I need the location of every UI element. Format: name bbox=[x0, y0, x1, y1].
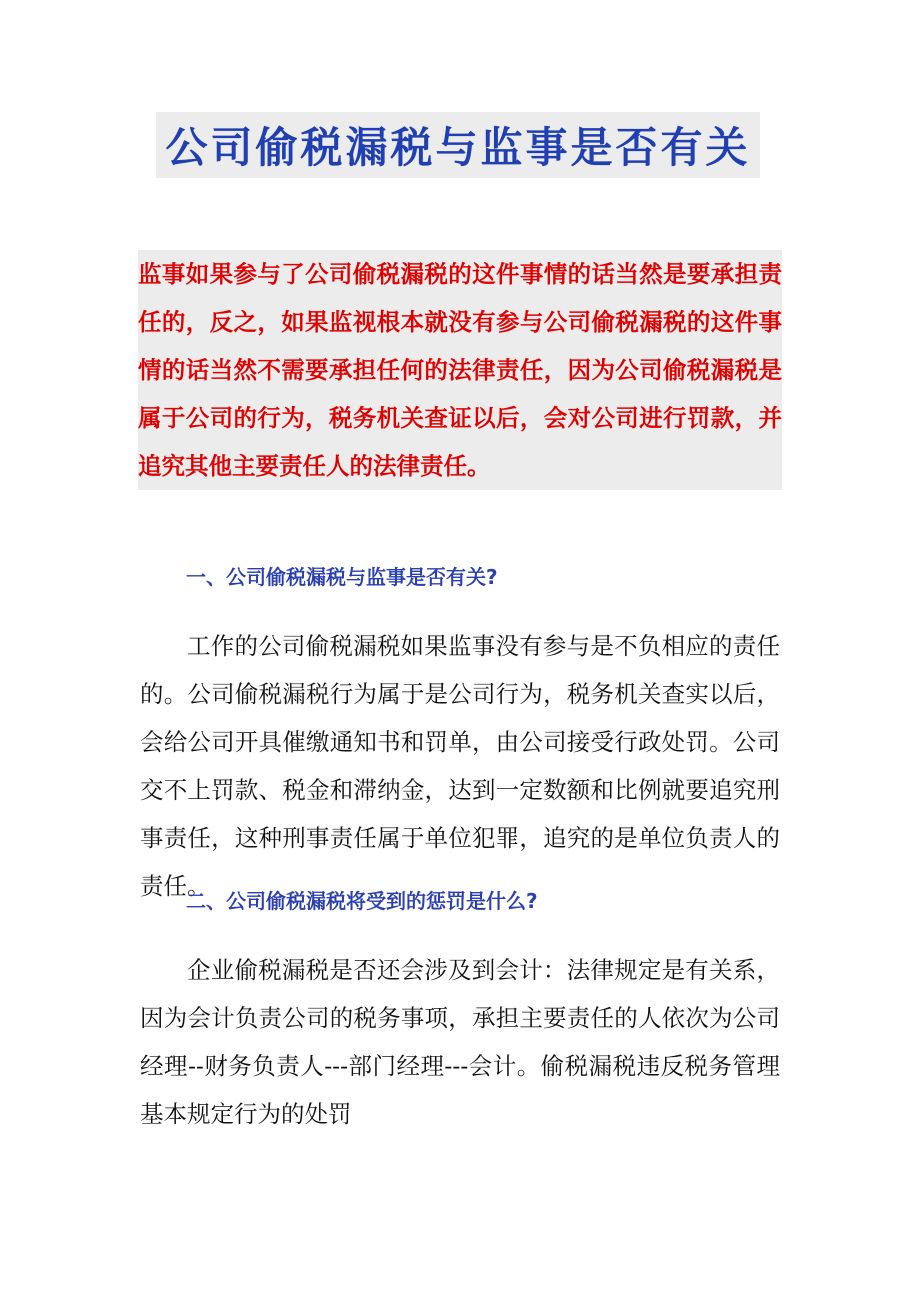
summary-paragraph: 监事如果参与了公司偷税漏税的这件事情的话当然是要承担责任的，反之，如果监视根本就没有参与公司偷税漏税的这件事情的话当然不需要承担任何的法律责任，因为公司偷税漏税是属于公司的行为，税务机关查证以后，会对公司进行罚款，并追究其他主要责任人的法律责任。 bbox=[138, 250, 782, 490]
section-body-1: 工作的公司偷税漏税如果监事没有参与是不负相应的责任的。公司偷税漏税行为属于是公司行为，税务机关查实以后，会给公司开具催缴通知书和罚单，由公司接受行政处罚。公司交不上罚款、税金和滞纳金，达到一定数额和比例就要追究刑事责任，这种刑事责任属于单位犯罪，追究的是单位负责人的责任。 bbox=[140, 632, 780, 900]
section-heading-1: 一、公司偷税漏税与监事是否有关? bbox=[186, 565, 498, 589]
section-body-2: 企业偷税漏税是否还会涉及到会计：法律规定是有关系，因为会计负责公司的税务事项，承担主要责任的人依次为公司经理--财务负责人---部门经理---会计。偷税漏税违反税务管理基本规定行为的处罚 bbox=[140, 956, 780, 1128]
document-title: 公司偷税漏税与监事是否有关 bbox=[165, 123, 751, 172]
title-banner bbox=[156, 112, 760, 178]
section-heading-2: 二、公司偷税漏税将受到的惩罚是什么? bbox=[186, 889, 538, 913]
